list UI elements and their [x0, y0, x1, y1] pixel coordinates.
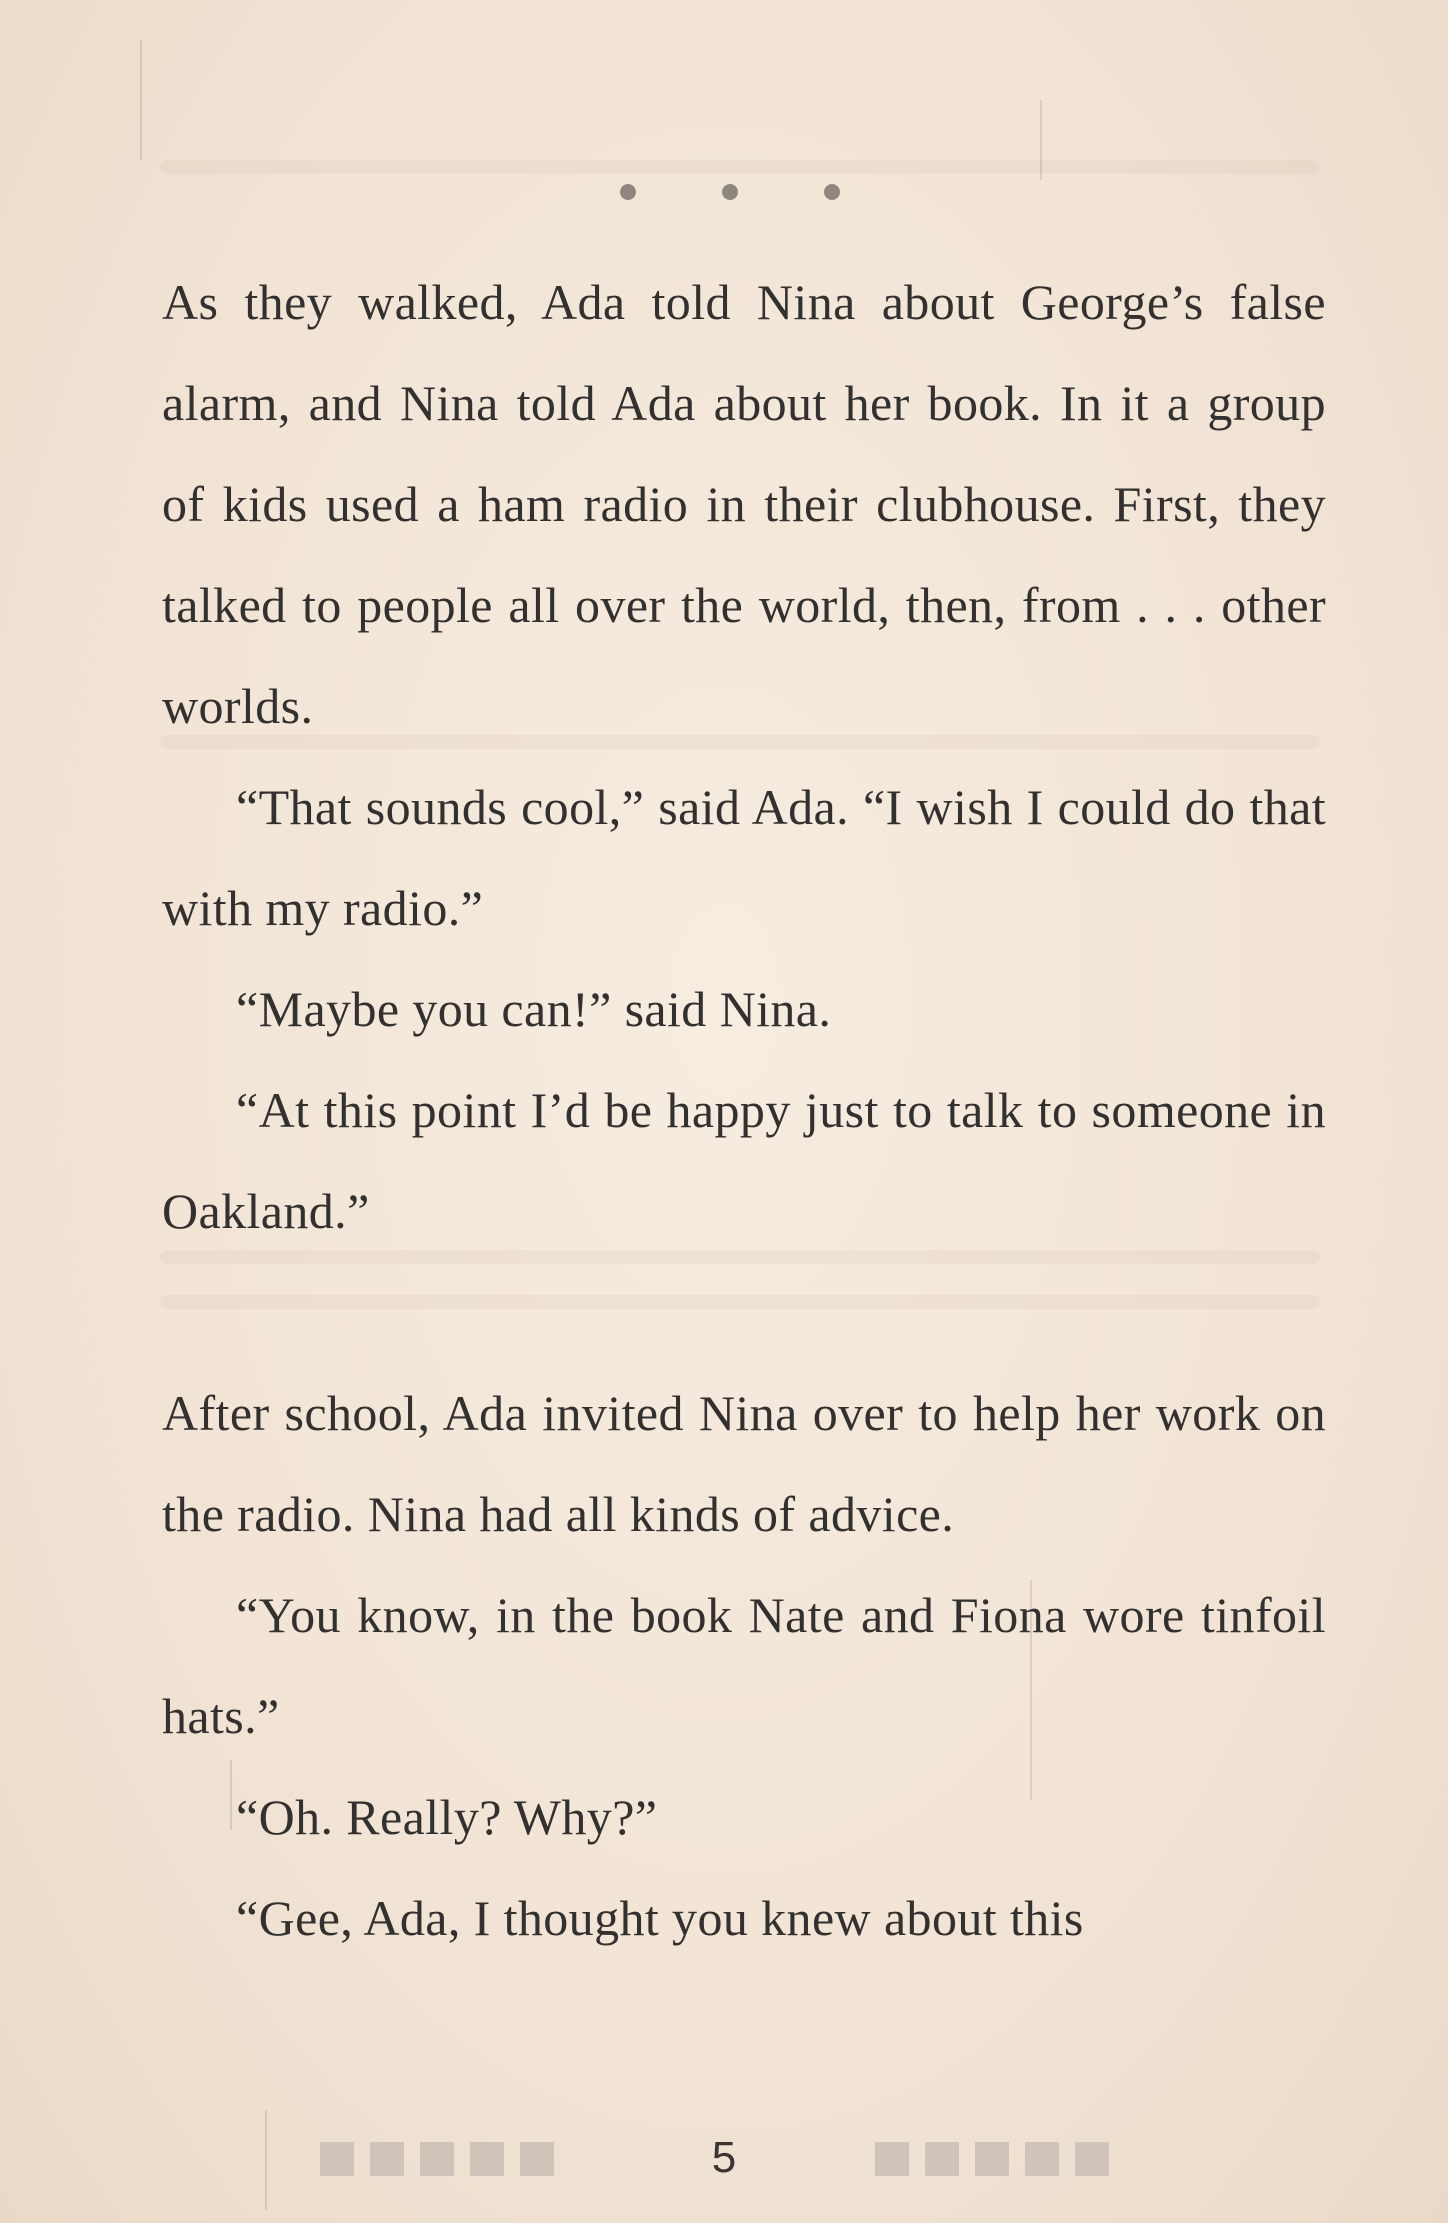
paragraph: “That sounds cool,” said Ada. “I wish I could do that with my radio.”	[162, 779, 1326, 936]
paragraph: “Maybe you can!” said Nina.	[236, 981, 832, 1037]
paper-crease	[140, 40, 142, 160]
paragraph: “You know, in the book Nate and Fiona wore tinfoil hats.”	[162, 1587, 1326, 1744]
square-icon	[520, 2142, 554, 2176]
square-icon	[320, 2142, 354, 2176]
square-icon	[420, 2142, 454, 2176]
paragraph: “Gee, Ada, I thought you knew about this	[236, 1890, 1084, 1946]
square-icon	[975, 2142, 1009, 2176]
ornament-dot-icon	[722, 184, 738, 200]
square-icon	[1025, 2142, 1059, 2176]
footer-decoration	[875, 2142, 1109, 2176]
ornament-dot-icon	[620, 184, 636, 200]
square-icon	[370, 2142, 404, 2176]
show-through-mark	[160, 160, 1320, 174]
square-icon	[470, 2142, 504, 2176]
paragraph: “At this point I’d be happy just to talk to someone in Oakland.”	[162, 1082, 1326, 1239]
square-icon	[1075, 2142, 1109, 2176]
body-text	[162, 252, 1326, 1969]
page-number: 5	[711, 2133, 737, 2182]
square-icon	[925, 2142, 959, 2176]
paragraph: After school, Ada invited Nina over to help her work on the radio. Nina had all kinds of advice.	[162, 1385, 1326, 1542]
footer-decoration	[320, 2142, 554, 2176]
square-icon	[875, 2142, 909, 2176]
section-break	[162, 1262, 1326, 1363]
page-footer	[0, 2128, 1448, 2188]
paragraph: As they walked, Ada told Nina about George’s false alarm, and Nina told Ada about her book. In it a group of kids used a ham radio in their clubhouse. First, they talked to people all over the world, then, from . . . other worlds.	[162, 274, 1326, 734]
paper-crease	[1040, 100, 1042, 180]
paragraph: “Oh. Really? Why?”	[236, 1789, 658, 1845]
section-ornament	[620, 180, 840, 204]
ornament-dot-icon	[824, 184, 840, 200]
